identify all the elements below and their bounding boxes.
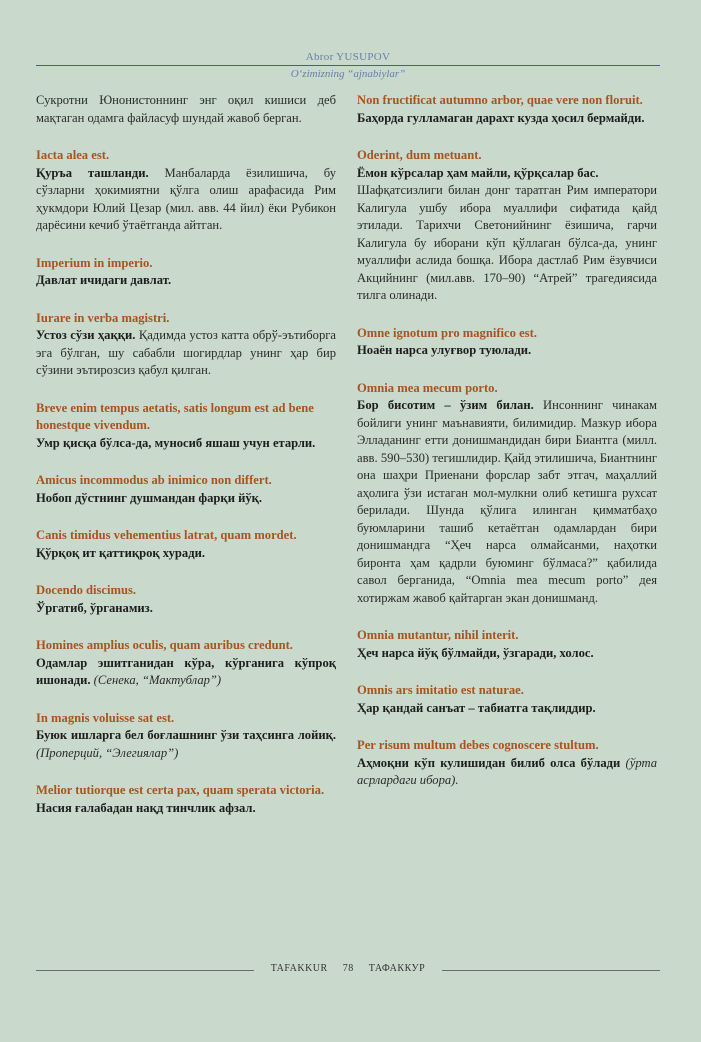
entry-latin: Imperium in imperio. [36,255,153,270]
entry [36,782,336,817]
entry [36,147,336,235]
entry-body [36,327,336,380]
entry [36,310,336,380]
entry [357,682,657,717]
article-title: O‘zimizning “ajnabiylar” [290,68,406,80]
entry [36,710,336,763]
entry [357,147,657,305]
author-name: Abror YUSUPOV [305,51,391,63]
entry [357,627,657,662]
entry-latin: Omnia mutantur, nihil interit. [357,628,519,642]
entry-latin: Canis timidus vehementius latrat, quam mordet. [36,528,297,542]
intro-paragraph: Сукротни Юнонистоннинг энг оқил кишиси деб мақтаган одамга файласуф шундай жавоб берган. [36,93,336,125]
footer-journal-latin: TAFAKKUR [270,963,328,974]
entry [36,255,336,290]
entry-translation: Одамлар эшитганидан кўра, кўрганига кўпроқ ишонади. [36,655,336,687]
entry-translation: Ноаён нарса улуғвор туюлади. [357,343,532,357]
entry-body [357,755,657,790]
entry-translation: Қуръа ташланди. [36,165,149,180]
entry-description: Шафқатсизлиги билан донг таратган Рим императори Калигула ушбу ибора муаллифи сифатида қайд этилади. Тарихчи Светонийнинг ёзишича, гарчи Калигула бу иборани кўп қўллаган бўлса-да, унинг муаллифи аслида бошқа. Ибора дастлаб Рим ёзувчиси Акцийнинг (мил.авв. 170–90) “Атрей” трагедиясида тилга олинади. [357,183,657,302]
entry-latin: Oderint, dum metuant. [357,148,482,162]
entry-description: Инсоннинг чинакам бойлиги унинг маънавияти, билимидир. Мазкур ибора Элладанинг етти донишмандидан бири Биантга (милл. авв. 590–530) тегишлидир. Қайд этилишича, Биантнинг она шаҳри Приенани форслар забт этгач, маҳаллий аҳолига ўзи истаган мол-мулкни олиб кетишга рухсат берилади. Шунда қўлига илинган қимматбаҳо буюмларини ташиб кетаётган одамлардан бири донишмандга “Ҳеч нарса олмайсанми, наҳотки биронта ҳам қадрли буюминг бўлмаса?” қабилида савол берганида, “Omnia mea mecum porto” дея хотиржам жавоб қайтарган экан донишманд. [357,398,658,605]
entry [36,582,336,617]
entry-translation: Ҳар қандай санъат – табиатга тақлиддир. [357,700,596,715]
entry-translation: Насия ғалабадан нақд тинчлик афзал. [36,800,256,815]
header-rule [36,65,660,66]
entry-description: Манбаларда ёзилишича, бу сўзларни ҳокимиятни қўлга олиш арафасида Рим ҳукмдори Юлий Цезар (мил. авв. 44 йил) ёки Рубикон дарёсини кечиб ўтаётганда айтган. [36,165,336,232]
entry-latin: Breve enim tempus aetatis, satis longum est ad bene honestque vivendum. [36,400,314,432]
right-column [357,92,657,810]
entry-latin: Melior tutiorque est certa pax, quam sperata victoria. [36,783,325,797]
entry [36,400,336,453]
footer-journal-cyrillic: ТАФАККУР [368,963,426,974]
left-column [36,92,336,837]
entry-translation: Буюк ишларга бел боғлашнинг ўзи таҳсинга лойиқ. [36,728,336,742]
page-footer [36,962,660,978]
entry [357,380,657,608]
entry-latin: Omne ignotum pro magnifico est. [357,325,537,340]
entry-translation: Ўргатиб, ўрганамиз. [36,600,153,615]
entry-translation: Умр қисқа бўлса-да, муносиб яшаш учун етарли. [36,435,316,450]
entry-source: (ўрта асрлардаги ибора). [357,755,657,787]
entry-body [36,727,336,762]
entry-translation: Аҳмоқни кўп кулишидан билиб олса бўлади [357,755,621,770]
entry-latin: Homines amplius oculis, quam auribus credunt. [36,638,293,652]
entry-source: (Сенека, “Мактублар”) [93,673,222,687]
entry-translation: Ёмон кўрсалар ҳам майли, қўрқсалар бас. [357,165,599,180]
entry-latin: Docendo discimus. [36,583,137,597]
entry [357,737,657,790]
entry-translation: Баҳорда гулламаган дарахт кузда ҳосил бермайди. [357,110,645,125]
entry-source: (Проперций, “Элегиялар”) [36,745,179,760]
entry-translation: Давлат ичидаги давлат. [36,273,172,287]
entry-translation: Бор бисотим – ўзим билан. [357,398,534,412]
entry-latin: Omnia mea mecum porto. [357,380,498,395]
entry [357,92,657,127]
page-header [36,50,660,81]
entry-latin: Iacta alea est. [36,148,110,162]
entry-translation: Устоз сўзи ҳаққи. [36,328,136,342]
entry-latin: Iurare in verba magistri. [36,310,170,325]
entry-translation: Нобоп дўстнинг душмандан фарқи йўқ. [36,490,263,505]
entry-body [36,165,336,235]
entry-body [36,655,336,690]
entry [36,527,336,562]
entry-latin: Omnis ars imitatio est naturae. [357,683,524,697]
entry [36,637,336,690]
entry-description: Қадимда устоз катта обрў-эътиборга эга бўлган, шу сабабли шогирдлар унинг ҳар бир сўзини эътирозсиз қабул қилган. [36,328,336,377]
entry-latin: In magnis voluisse sat est. [36,710,175,725]
entry-translation: Ҳеч нарса йўқ бўлмайди, ўзгаради, холос. [357,645,594,660]
entry-translation: Қўрқоқ ит қаттиқроқ хуради. [36,545,205,560]
entry-latin: Per risum multum debes cognoscere stultum. [357,738,599,752]
entry [357,325,657,360]
footer-text [36,963,660,974]
entry [36,472,336,507]
entry-latin: Amicus incommodus ab inimico non differt. [36,473,272,487]
entry-body [357,397,657,607]
entry-latin: Non fructificat autumno arbor, quae vere non floruit. [357,93,643,107]
page-number: 78 [342,963,354,974]
